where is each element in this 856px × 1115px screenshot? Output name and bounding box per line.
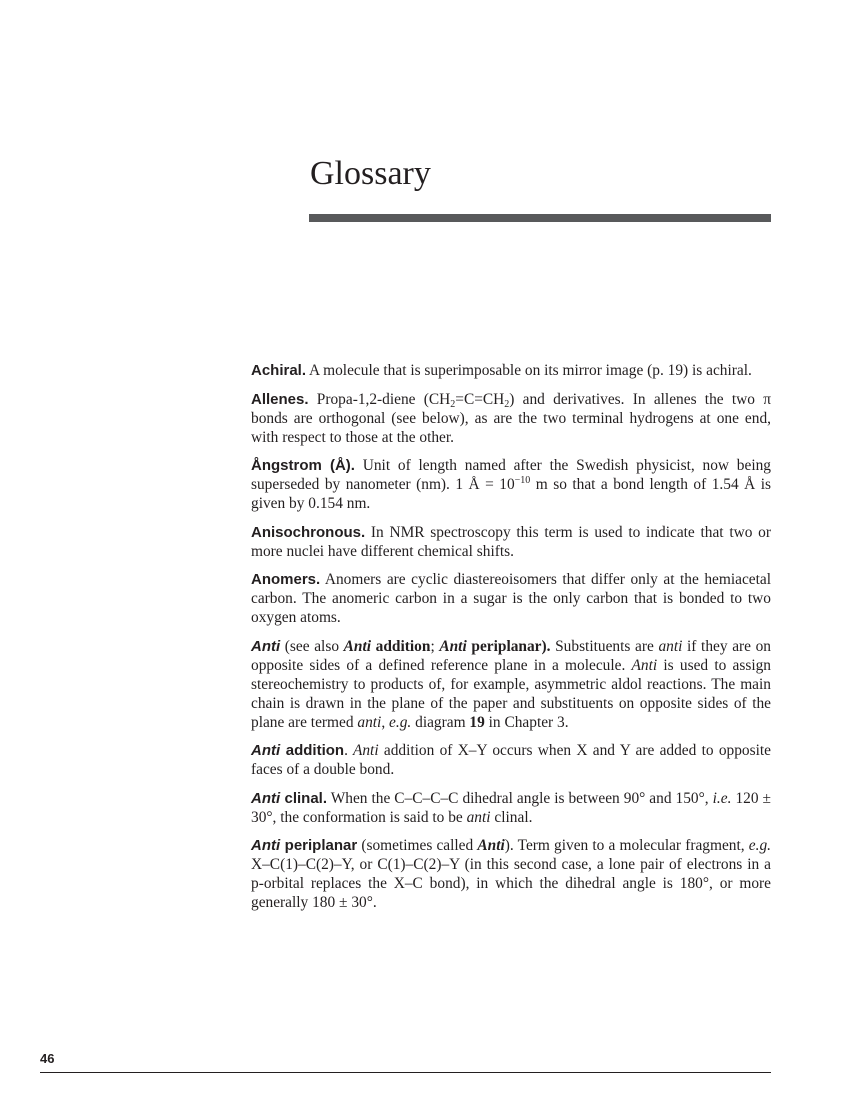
entry-term: periplanar (280, 837, 358, 854)
entry-definition: diagram (411, 713, 470, 731)
entry-definition: =C=CH (455, 390, 505, 408)
entry-definition: if they are on opposite sides of a defined reference plane in a molecule. (251, 637, 772, 674)
italic-text: anti (658, 637, 683, 655)
title-rule (309, 214, 771, 222)
entry-definition: ; (430, 637, 440, 655)
glossary-entry-achiral (251, 361, 771, 380)
entry-term: Achiral. (251, 362, 307, 379)
entry-definition: addition of X–Y occurs when X and Y are added to opposite faces of a double bond. (251, 742, 771, 778)
entry-term: Anti (251, 637, 281, 655)
entry-definition: clinal. (490, 808, 533, 826)
entry-term: Anti (251, 742, 281, 759)
entry-definition: A molecule that is superimposable on its mirror image (p. 19) is achiral. (306, 362, 752, 379)
italic-text: e.g. (389, 713, 412, 731)
page-number: 46 (40, 1051, 55, 1066)
glossary-entry-allenes (251, 390, 771, 447)
entry-term: Allenes. (251, 390, 309, 408)
footer-rule (40, 1072, 771, 1073)
entry-definition: Anomers are cyclic diastereoisomers that differ only at the hemiacetal carbon. The anomeric carbon in a sugar is the only carbon that is bonded to two oxygen atoms. (251, 571, 771, 626)
entry-definition: . (344, 742, 348, 759)
cross-reference: periplanar (466, 637, 542, 655)
italic-text: e.g. (748, 837, 771, 854)
italic-text: i.e. (712, 789, 732, 807)
cross-reference: Anti (477, 837, 505, 854)
cross-reference: addition (371, 637, 431, 655)
entry-term: Anti (251, 789, 281, 807)
entry-definition: ) and derivatives. In allenes the two π bonds are orthogonal (see below), as are the two terminal hydrogens at one end, with respect to those at the other. (251, 390, 771, 446)
entry-definition: ). (541, 637, 551, 655)
entry-term: Anomers. (251, 571, 321, 588)
glossary-entry-angstrom (251, 456, 771, 513)
entry-definition: (sometimes called (357, 837, 478, 854)
glossary-entry-anomers (251, 570, 771, 627)
entry-definition: in Chapter 3. (484, 713, 569, 731)
superscript: −10 (514, 475, 531, 486)
italic-text: Anti (631, 656, 658, 674)
entry-definition: When the C–C–C–C dihedral angle is between 90° and 150°, (327, 789, 713, 807)
entry-definition: (see also (280, 637, 344, 655)
entry-definition: Unit of length named after the Swedish physicist, now being superseded by nanometer (nm). 1 Å = 10 (251, 457, 772, 493)
italic-text: anti (466, 808, 491, 826)
glossary-entry-anti-addition (251, 741, 771, 779)
entry-definition: X–C(1)–C(2)–Y, or C(1)–C(2)–Y (in this second case, a lone pair of electrons in a p-orbital replaces the X–C bond), in which the dihedral angle is 180°, or more generally 180 ± 30°. (251, 856, 771, 911)
entry-definition: ). (504, 837, 514, 854)
entry-definition: , (381, 713, 390, 731)
glossary-list (251, 361, 771, 922)
entry-definition: is used to assign stereochemistry to products of, for example, asymmetric aldol reactions. The main chain is drawn in the plane of the paper and substituents on opposite sides of the plane are termed (251, 656, 771, 731)
entry-definition: Substituents are (550, 637, 659, 655)
entry-definition: m so that a bond length of 1.54 Å is given by 0.154 nm. (251, 476, 771, 512)
glossary-entry-anti-periplanar (251, 836, 771, 912)
glossary-entry-anti-clinal (251, 789, 771, 827)
glossary-entry-anti (251, 637, 771, 732)
italic-text: anti (357, 713, 382, 731)
entry-term: addition (280, 742, 345, 759)
entry-definition: Term given to a molecular fragment, (513, 837, 749, 854)
page-title: Glossary (310, 155, 431, 192)
italic-text: Anti (347, 742, 379, 759)
entry-term: Ångstrom (Å). (251, 457, 355, 474)
glossary-entry-anisochronous (251, 523, 771, 561)
cross-reference: Anti (439, 637, 467, 655)
subscript: 2 (450, 398, 456, 410)
cross-reference: Anti (343, 637, 372, 655)
bold-text: 19 (469, 713, 485, 731)
entry-term: Anisochronous. (251, 523, 366, 541)
entry-definition: Propa-1,2-diene (CH (308, 390, 451, 408)
entry-definition: 120 ± 30°, the conformation is said to be (251, 789, 771, 826)
entry-term: clinal. (280, 789, 328, 807)
subscript: 2 (504, 398, 510, 410)
entry-term: Anti (251, 837, 281, 854)
entry-definition: In NMR spectroscopy this term is used to indicate that two or more nuclei have different chemical shifts. (251, 523, 771, 560)
